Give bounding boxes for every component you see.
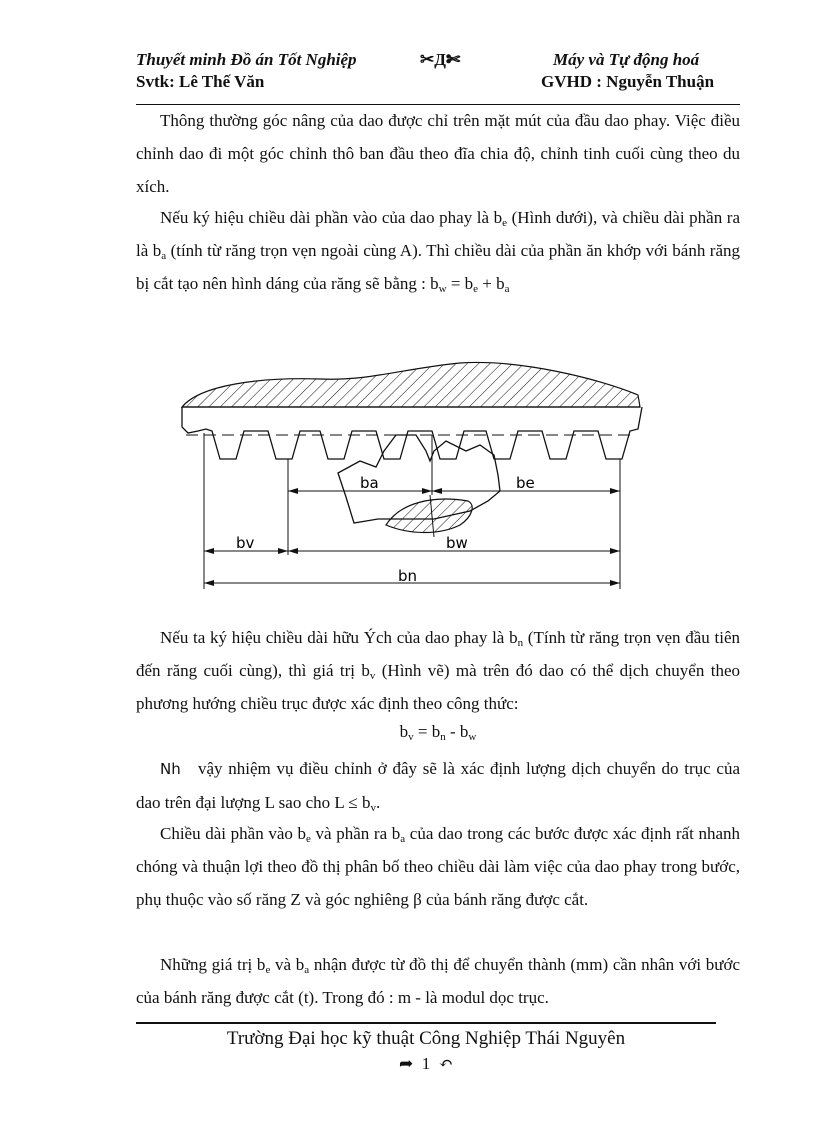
header-supervisor: GVHD : Nguyễn Thuận — [541, 72, 715, 91]
label-be: be — [516, 474, 535, 492]
page-number — [136, 1054, 716, 1074]
label-bv: bv — [236, 534, 255, 552]
paragraph-3: Nếu ta ký hiệu chiều dài hữu Ých của dao phay là $b_n$ (Tính từ răng trọn vẹn đầu tiên đến răng cuối cùng), thì giá trị $b_v$ (Hình vẽ) mà trên đó dao có thể dịch chuyển theo phương hướng chiều trục được xác định theo công thức: — [136, 628, 740, 713]
gear-blank-section — [386, 499, 472, 532]
paragraph-6: Những giá trị $b_e$ và $b_a$ nhận được từ đồ thị để chuyển thành (mm) cần nhân với bước của bánh răng được cắt (t). Trong đó : m - là modul dọc trục. — [136, 955, 741, 1007]
label-bw: bw — [446, 534, 468, 552]
paragraph-5: Chiều dài phần vào $b_e$ và phần ra $b_a$ của dao trong các bước được xác định rất nhanh chóng và thuận lợi theo đồ thị phân bố theo chiều dài làm việc của dao phay trong bước, phụ thuộc vào số răng Z và góc nghiêng β của bánh răng được cắt. — [136, 824, 740, 909]
header-ornament: ✂Д✄ — [420, 50, 461, 69]
page-number-value: 1 — [421, 1054, 431, 1073]
header-document-title: Thuyết minh Đồ án Tốt Nghiệp — [136, 50, 357, 69]
header-subject: Máy và Tự động hoá — [553, 50, 700, 69]
label-bn: bn — [398, 567, 418, 585]
header-student: Svtk: Lê Thế Văn — [136, 72, 265, 91]
footer-school: Trường Đại học kỹ thuật Công Nghiệp Thái Nguyên — [226, 1028, 626, 1049]
formula-bv: $b_v = b_n - b_w$ — [399, 722, 477, 743]
next-arrow-icon: ↶ — [438, 1054, 453, 1073]
tooth-profile — [182, 407, 642, 459]
gear-body-hatched — [182, 362, 640, 407]
paragraph-2: Nếu ký hiệu chiều dài phần vào của dao phay là $b_e$ (Hình dưới), và chiều dài phần ra là $b_a$ (tính từ răng trọn vẹn ngoài cùng A). Thì chiều dài của phần ăn khớp với bánh răng bị cắt tạo nên hình dáng của răng sẽ bằng : $b_w = b_e + b_a$ — [136, 208, 741, 295]
hob-cutter-figure — [170, 355, 650, 595]
paragraph-1: Thông thường góc nâng của dao được chỉ trên mặt mút của đầu dao phay. Việc điều chỉnh dao đi một góc chỉnh thô ban đầu theo đĩa chia độ, chỉnh tinh cuối cùng theo du xích. — [136, 111, 740, 196]
footer-rule — [136, 1022, 716, 1024]
paragraph-4: Nh vậy nhiệm vụ điều chỉnh ở đây sẽ là xác định lượng dịch chuyển do trục của dao trên đại lượng L sao cho $L \le b_v$. — [136, 759, 740, 814]
prev-arrow-icon: ➦ — [399, 1054, 414, 1073]
label-ba: ba — [360, 474, 379, 492]
